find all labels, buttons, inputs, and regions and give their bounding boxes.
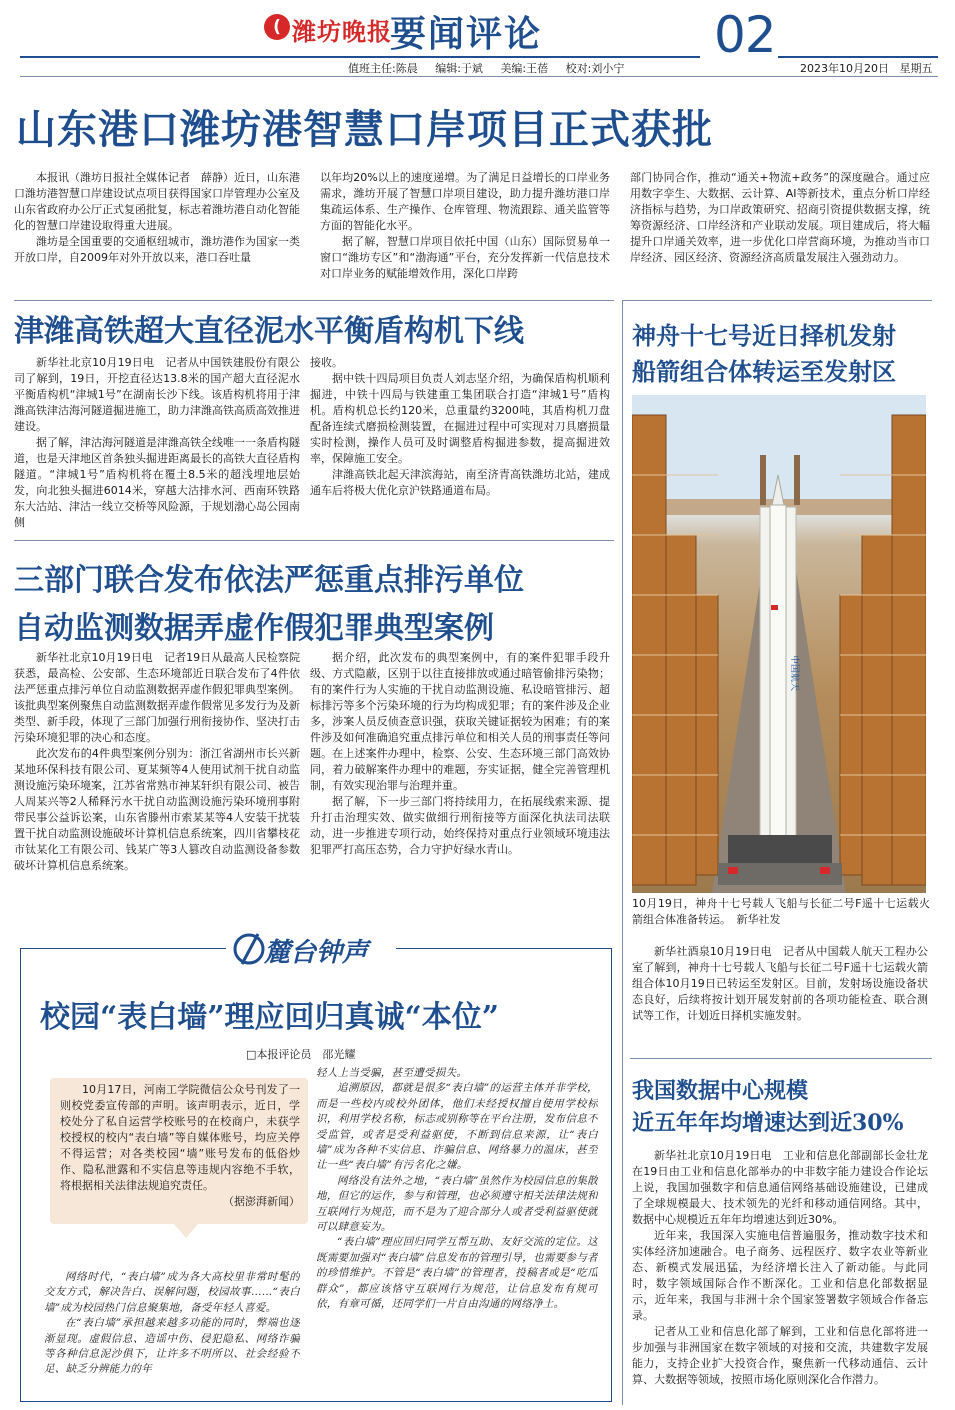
divider [622,300,932,301]
article1-col3: 部门协同合作，推动“通关+物流+政务”的深度融合。通过应用数字孪生、大数据、云计算、AI等新技术，重点分析口岸经济指标与趋势，为口岸政策研究、招商引资提供数据支撑，统筹资源经济、口岸经济和产业联动发展。项目建成后，将大幅提升口岸通关效率，进一步优化口岸营商环境，为推动当市口岸经济、园区经济、资源经济高质量发展注入强劲动力。 [630,171,930,264]
datacenter-body: 新华社北京10月19日电 工业和信息化部副部长金壮龙在19日由工业和信息化部举办的中非数字能力建设合作论坛上说，我国加强数字和信息通信网络基础设施建设，已建成了全球规模最大、技术领先的光纤和移动通信网络。其中，数据中心规模近五年年均增速达到近30%。 近年来，我国深入实施电信普遍服务，推动数字技术和实体经济加速融合。电子商务、远程医疗、数字农业等新业态、新模式发展迅猛，为经济增长注入了新动能。与此同时，数字领域国际合作不断深化。工业和信息化部数据显示，近年来，我国与非洲十余个国家签署数字领域合作备忘录。 记者从工业和信息化部了解到，工业和信息化部将进一步加强与非洲国家在数字领域的对接和交流，共建数字发展能力，支持企业扩大投资合作，聚焦新一代移动通信、云计算、大数据等领域，按照市场化原则深化合作潜力。 [632,1149,928,1386]
issue-date: 2023年10月20日 星期五 [800,62,933,75]
column-divider [622,300,623,1405]
shenzhou-title-line2: 船箭组合体转运至发射区 [632,357,896,386]
staff-designer: 美编:王蓓 [500,62,549,75]
commentary-byline: □本报评论员 邵光耀 [246,1048,356,1061]
commentary-header [226,930,396,968]
newspaper-logo: 潍坊晚报 [292,18,392,46]
page-number: 02 [714,6,776,64]
newspaper-logo-icon: ( [264,14,290,40]
staff-duty: 值班主任:陈晨 [348,62,418,75]
datacenter-title-line2: 近五年年均增速达到近30% [632,1110,904,1136]
article2-col1: 新华社北京10月19日电 记者从中国铁建股份有限公司了解到，19日，开挖直径达13.8米的国产超大直径泥水平衡盾构机“津城1号”在湖南长沙下线。该盾构机将用于津潍高铁津沽海河隧道掘进施工，助力津潍高铁高质高效推进建设。 据了解，津沽海河隧道是津潍高铁全线唯一一条盾构隧道，也是天津地区首条独头掘进距离最长的高铁大直径盾构隧道。“津城1号”盾构机将在覆土8.5米的超浅埋地层始发，向北独头掘进6014米，穿越大沽排水河、西南环铁路东大沽站、津沽一线立交桥等风险源，于规划渤心岛公园南侧 [14,356,300,529]
article2-title: 津潍高铁超大直径泥水平衡盾构机下线 [14,314,524,349]
section-name: 要闻评论 [390,13,543,55]
staff-line [348,60,638,76]
divider [14,300,614,301]
commentary-right-col: 轻人上当受骗，甚至遭受损失。 追溯原因，都就是很多“表白墙”的运营主体并非学校，而是一些校内或校外团体，他们未经授权擅自使用学校标识，利用学校名称，标志或别称等在平台注册，发布信息不受监管，或者是受利益驱使，不断到信息来源，让“表白墙”成为各种不实信息、诈骗信息、网络暴力的温床，甚至让一些“表白墙”有污名化之嫌。 网络没有法外之地，“表白墙”虽然作为校园信息的集散地，但它的运作，参与和管理，也必须遵守相关法律法规和互联网行为规范，而不是为了迎合部分人或者受利益驱使就可以肆意妄为。 “表白墙”理应回归同学互帮互助、友好交流的定位。这既需要加强对“表白墙”信息发布的管理引导，也需要参与者的珍惜维护。不管是“表白墙”的管理者，投稿者或是“吃瓜群众”，都应该恪守互联网行为规范，让信息发布有规可依，有章可循，还同学们一片自由沟通的网络净土。 [316,1067,598,1311]
shenzhou-photo-caption: 10月19日，神舟十七号载人飞船与长征二号F遥十七运载火箭组合体准备转运。 新华社发 [632,897,930,926]
article3-title-line1: 三部门联合发布依法严惩重点排污单位 [14,563,524,598]
masthead-bottom-rule [20,76,938,77]
rocket-label: 中国航天 [789,655,799,692]
issue-weekday: 星期五 [899,62,933,75]
shenzhou-body: 新华社酒泉10月19日电 记者从中国载人航天工程办公室了解到，神舟十七号载人飞船与长征二号F遥十七运载火箭组合体10月19日已转运至发射区。目前，发射场设施设备状态良好，后续将按计划开展发射前的各项功能检查、联合测试等工作，计划近日择机实施发射。 [632,945,928,1022]
article1-col1: 本报讯（潍坊日报社全媒体记者 薛静）近日，山东港口潍坊港智慧口岸建设试点项目获得国家口岸管理办公室及山东省政府办公厅正式复函批复，标志着潍坊港自动化智能化的智慧口岸建设取得重大进展。 潍坊是全国重要的交通枢纽城市，潍坊港作为国家一类开放口岸，自2009年对外开放以来，港口吞吐量 [14,171,300,264]
article3-col1: 新华社北京10月19日电 记者19日从最高人民检察院获悉，最高检、公安部、生态环境部近日联合发布了4件依法严惩重点排污单位自动监测数据弄虚作假犯罪典型案例。该批典型案例聚焦自动监测数据弄虚作假常见多发行为及新类型、新手段，体现了三部门加强行刑衔接协作、坚决打击污染环境犯罪的决心和态度。 此次发布的4件典型案例分别为：浙江省湖州市长兴新某地环保科技有限公司、夏某频等4人使用试剂干扰自动监测设施污染环境案，江苏省常熟市神某轩织有限公司、被告人周某兴等2人稀释污水干扰自动监测设施污染环境刑事附带民事公益诉讼案，山东省滕州市索某某等4人安装干扰装置干扰自动监测设施破坏计算机信息系统案，四川省攀枝花市钛某化工有限公司、钱某广等3人篡改自动监测设备参数破坏计算机信息系统案。 [14,651,300,872]
article2-col2: 接收。 据中铁十四局项目负责人刘志坚介绍，为确保盾构机顺利掘进，中铁十四局与铁建重工集团联合打造“津城1号”盾构机。盾构机总长约120米，总重量约3200吨，其盾构机刀盘配备连续式磨损检测装置，在掘进过程中可实现对刀具磨损量实时检测，操作人员可及时调整盾构掘进参数，提高掘进效率，保障施工安全。 津潍高铁北起天津滨海站，南至济青高铁潍坊北站，建成通车后将极大优化京沪铁路通道布局。 [310,356,610,497]
commentary-column-name: 麓台钟声 [264,938,369,968]
quote-source: （据澎湃新闻） [223,1195,300,1208]
datacenter-title-line1: 我国数据中心规模 [632,1078,809,1104]
divider [14,540,614,541]
masthead-rule-right [778,56,938,58]
article3-title-line2: 自动监测数据弄虚作假犯罪典型案例 [14,611,494,646]
article1-title: 山东港口潍坊港智慧口岸项目正式获批 [16,107,713,153]
article3-col2: 据介绍，此次发布的典型案例中，有的案件犯罪手段升级、方式隐蔽，区别于以往直接排放或通过暗管偷排污染物；有的案件行为人实施的干扰自动监测设施、私设暗管排污、超标排污等多个污染环境的行为均构成犯罪；有的案件涉及企业多，涉案人员反侦查意识强，获取关键证据较为困难；有的案件涉及如何准确追究重点排污单位和相关人员的刑事责任等问题。在上述案件办理中，检察、公安、生态环境三部门高效协同，着力破解案件办理中的难题，夯实证据，健全完善管理机制，有效实现治罪与治理并重。 据了解，下一步三部门将持续用力，在拓展线索来源、提升打击治理实效、做实做细行刑衔接等方面深化执法司法联动，进一步推进专项行动，始终保持对重点行业领域环境违法犯罪严打高压态势，合力守护好绿水青山。 [310,651,610,856]
divider [630,1058,932,1059]
article1-col2: 以年均20%以上的速度递增。为了满足日益增长的口岸业务需求，潍坊开展了智慧口岸项目建设，助力提升潍坊港口岸集疏运体系、生产操作、仓库管理、物流跟踪、通关监管等方面的智能化水平。 据了解，智慧口岸项目依托中国（山东）国际贸易单一窗口“潍坊专区”和“渤海通”平台，充分发挥新一代信息技术对口岸业务的赋能增效作用，深化口岸跨 [320,171,610,280]
commentary-left-col: 网络时代，“表白墙”成为各大高校里非常时髦的交友方式，解决告白、误解问题，校园故事……“表白墙”成为校园热门信息聚集地，备受年轻人喜爱。 在“表白墙”承担越来越多功能的同时，弊端也逐渐显现。虚假信息、造谣中伤、侵犯隐私、网络诈骗等各种信息泥沙俱下，让许多不明所以、社会经验不足、缺乏分辨能力的年 [44,1271,300,1376]
masthead-rule [20,56,700,58]
shenzhou-title-line1: 神舟十七号近日择机发射 [632,321,896,350]
commentary-title: 校园“表白墙”理应回归真诚“本位” [40,1000,500,1035]
pen-column-icon [232,930,266,968]
rocket-photo [632,395,926,893]
staff-proofreader: 校对:刘小宁 [565,62,625,75]
staff-editor: 编辑:于斌 [435,62,483,75]
rocket-photo-graphic [632,395,926,893]
quote-text: 10月17日，河南工学院微信公众号刊发了一则校党委宣传部的声明。该声明表示，近日，学校处分了私自运营学校账号的在校商户，未获学校授权的校内“表白墙”等自媒体账号，均应关停不得运营；对各类校园“墙”账号发布的低俗炒作、隐私泄露和不实信息等违规内容绝不手软，将根据相关法律法规追究责任。 （据澎湃新闻） [60,1083,300,1208]
